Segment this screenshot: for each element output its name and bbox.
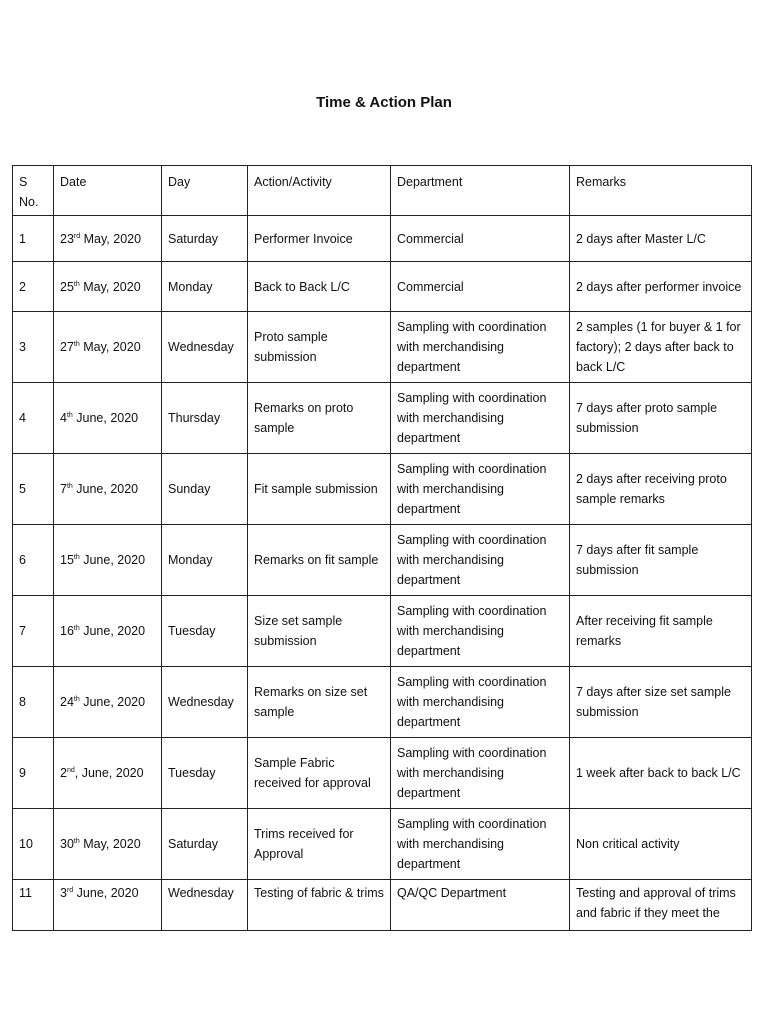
cell-department: Commercial — [391, 262, 570, 312]
date-rest: May, 2020 — [79, 340, 141, 354]
cell-day: Wednesday — [162, 312, 248, 383]
date-suffix: rd — [66, 886, 74, 894]
table-row — [13, 262, 752, 312]
header-remarks: Remarks — [570, 166, 752, 216]
date-rest: May, 2020 — [79, 837, 141, 851]
cell-sno: 2 — [13, 262, 54, 312]
cell-action: Remarks on proto sample — [248, 383, 391, 454]
header-action: Action/Activity — [248, 166, 391, 216]
date-rest: May, 2020 — [80, 231, 142, 246]
date-rest: June, 2020 — [72, 482, 139, 496]
cell-action: Proto sample submission — [248, 312, 391, 383]
cell-department: Sampling with coordination with merchandising department — [391, 383, 570, 454]
date-day: 24 — [60, 695, 74, 709]
date-suffix: nd — [66, 766, 75, 774]
cell-remarks: 2 days after receiving proto sample remarks — [570, 454, 752, 525]
date-suffix: th — [66, 482, 73, 490]
table-row — [13, 312, 752, 383]
cell-action: Performer Invoice — [248, 216, 391, 262]
cell-remarks: 2 samples (1 for buyer & 1 for factory); 2 days after back to back L/C — [570, 312, 752, 383]
cell-date — [54, 880, 162, 931]
cell-sno: 11 — [13, 880, 54, 931]
date-suffix: th — [73, 340, 80, 348]
cell-day: Saturday — [162, 216, 248, 262]
cell-date — [54, 809, 162, 880]
cell-action: Size set sample submission — [248, 596, 391, 667]
date-suffix: th — [73, 280, 80, 288]
date-rest: June, 2020 — [79, 553, 146, 567]
cell-action: Sample Fabric received for approval — [248, 738, 391, 809]
cell-remarks: 1 week after back to back L/C — [570, 738, 752, 809]
cell-date — [54, 525, 162, 596]
date-rest: , June, 2020 — [74, 766, 144, 780]
cell-action: Testing of fabric & trims — [248, 880, 391, 931]
header-date: Date — [54, 166, 162, 216]
cell-action: Remarks on fit sample — [248, 525, 391, 596]
cell-day: Tuesday — [162, 738, 248, 809]
document-title: Time & Action Plan — [316, 94, 452, 111]
date-day: 15 — [60, 553, 74, 567]
date-suffix: th — [66, 411, 73, 419]
cell-department: Sampling with coordination with merchandising department — [391, 312, 570, 383]
date-suffix: th — [73, 837, 80, 845]
cell-sno: 1 — [13, 216, 54, 262]
cell-date — [54, 383, 162, 454]
table-row — [13, 525, 752, 596]
cell-day: Sunday — [162, 454, 248, 525]
table-row — [13, 880, 752, 931]
cell-remarks: After receiving fit sample remarks — [570, 596, 752, 667]
cell-date — [54, 454, 162, 525]
date-suffix: th — [73, 553, 80, 561]
table-row — [13, 216, 752, 262]
cell-sno: 4 — [13, 383, 54, 454]
date-rest: June, 2020 — [73, 886, 139, 900]
cell-remarks: 7 days after fit sample submission — [570, 525, 752, 596]
cell-date — [54, 667, 162, 738]
cell-sno: 8 — [13, 667, 54, 738]
cell-remarks: 7 days after size set sample submission — [570, 667, 752, 738]
cell-sno: 5 — [13, 454, 54, 525]
cell-sno: 7 — [13, 596, 54, 667]
cell-department: Sampling with coordination with merchandising department — [391, 525, 570, 596]
header-day: Day — [162, 166, 248, 216]
cell-action: Trims received for Approval — [248, 809, 391, 880]
cell-day: Wednesday — [162, 880, 248, 931]
cell-remarks: 2 days after Master L/C — [570, 216, 752, 262]
date-day: 23 — [60, 231, 74, 246]
date-day: 3 — [60, 886, 67, 900]
cell-department: QA/QC Department — [391, 880, 570, 931]
cell-department: Commercial — [391, 216, 570, 262]
time-action-table — [12, 165, 752, 931]
date-suffix: th — [73, 624, 80, 632]
date-day: 25 — [60, 279, 74, 294]
date-day: 16 — [60, 624, 74, 638]
cell-day: Tuesday — [162, 596, 248, 667]
cell-date — [54, 312, 162, 383]
cell-day: Monday — [162, 525, 248, 596]
cell-remarks: Testing and approval of trims and fabric if they meet the — [570, 880, 752, 931]
table-row — [13, 454, 752, 525]
cell-action: Back to Back L/C — [248, 262, 391, 312]
cell-date — [54, 738, 162, 809]
cell-department: Sampling with coordination with merchandising department — [391, 738, 570, 809]
cell-sno: 6 — [13, 525, 54, 596]
table-row — [13, 809, 752, 880]
date-day: 2 — [60, 766, 67, 780]
cell-remarks: 7 days after proto sample submission — [570, 383, 752, 454]
cell-department: Sampling with coordination with merchandising department — [391, 667, 570, 738]
cell-department: Sampling with coordination with merchandising department — [391, 809, 570, 880]
header-sno: S No. — [13, 166, 54, 216]
date-rest: June, 2020 — [72, 411, 139, 425]
date-rest: June, 2020 — [79, 695, 146, 709]
cell-day: Saturday — [162, 809, 248, 880]
cell-sno: 3 — [13, 312, 54, 383]
header-row — [13, 166, 752, 216]
date-day: 4 — [60, 411, 67, 425]
cell-remarks: Non critical activity — [570, 809, 752, 880]
date-day: 27 — [60, 340, 74, 354]
date-day: 7 — [60, 482, 67, 496]
date-suffix: rd — [73, 232, 81, 240]
date-rest: May, 2020 — [79, 279, 141, 294]
cell-action: Fit sample submission — [248, 454, 391, 525]
cell-sno: 10 — [13, 809, 54, 880]
cell-day: Thursday — [162, 383, 248, 454]
cell-department: Sampling with coordination with merchandising department — [391, 596, 570, 667]
cell-date — [54, 216, 162, 262]
date-day: 30 — [60, 837, 74, 851]
cell-sno: 9 — [13, 738, 54, 809]
cell-date — [54, 596, 162, 667]
cell-department: Sampling with coordination with merchandising department — [391, 454, 570, 525]
table-row — [13, 596, 752, 667]
cell-remarks: 2 days after performer invoice — [570, 262, 752, 312]
header-department: Department — [391, 166, 570, 216]
table-row — [13, 738, 752, 809]
table-row — [13, 667, 752, 738]
cell-day: Monday — [162, 262, 248, 312]
cell-date — [54, 262, 162, 312]
date-suffix: th — [73, 695, 80, 703]
date-rest: June, 2020 — [79, 624, 146, 638]
table-row — [13, 383, 752, 454]
cell-day: Wednesday — [162, 667, 248, 738]
cell-action: Remarks on size set sample — [248, 667, 391, 738]
